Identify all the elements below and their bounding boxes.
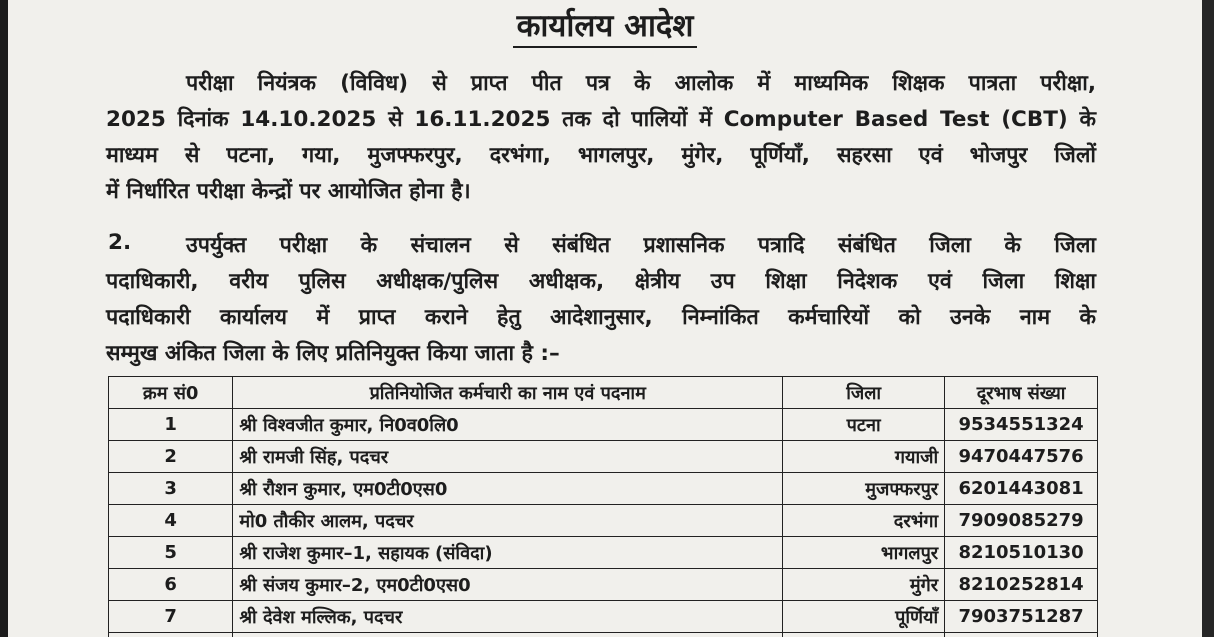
cell-name: श्री राजेश कुमार–1, सहायक (संविदा) [233, 537, 783, 569]
cell-district: गयाजी [783, 441, 945, 473]
cell-name: श्री विश्वजीत कुमार, नि0व0लि0 [233, 409, 783, 441]
cell-name: मो0 तौकीर आलम, पदचर [233, 505, 783, 537]
para2-number: 2. [108, 230, 132, 255]
table-header-row [109, 377, 1098, 409]
cell-phone: 8210510130 [945, 537, 1098, 569]
cell-district: दरभंगा [783, 505, 945, 537]
order-title-text: कार्यालय आदेश [513, 8, 698, 48]
header-phone: दूरभाष संख्या [945, 377, 1098, 409]
header-serial: क्रम सं0 [109, 377, 233, 409]
table-row [109, 473, 1098, 505]
table-row [109, 441, 1098, 473]
cell-serial: 4 [109, 505, 233, 537]
table-row [109, 409, 1098, 441]
para1-line-3: माध्यम से पटना, गया, मुजफ्फरपुर, दरभंगा, भागलपुर, मुंगेर, पूर्णियाँ, सहरसा एवं भोजपुर जिलों [106, 143, 1096, 168]
para1-line-4: में निर्धारित परीक्षा केन्द्रों पर आयोजित होना है। [106, 179, 471, 204]
cell-serial: 5 [109, 537, 233, 569]
cell-name: श्री संजय कुमार–2, एम0टी0एस0 [233, 569, 783, 601]
header-name: प्रतिनियोजित कर्मचारी का नाम एवं पदनाम [233, 377, 783, 409]
para2-line-2: पदाधिकारी, वरीय पुलिस अधीक्षक/पुलिस अधीक्षक, क्षेत्रीय उप शिक्षा निदेशक एवं जिला शिक्षा [106, 269, 1096, 294]
cell-district: मुंगेर [783, 569, 945, 601]
para1-line-2: 2025 दिनांक 14.10.2025 से 16.11.2025 तक दो पालियों में Computer Based Test (CBT) के [106, 107, 1096, 132]
cell-district: मुजफ्फरपुर [783, 473, 945, 505]
cell-phone: 7909085279 [945, 505, 1098, 537]
cell-serial: 7 [109, 601, 233, 633]
cell-name: श्री रौशन कुमार, एम0टी0एस0 [233, 473, 783, 505]
cell-phone: 9470447576 [945, 441, 1098, 473]
cell-serial: 2 [109, 441, 233, 473]
table-row [109, 537, 1098, 569]
cell-name: श्री देवेश मल्लिक, पदचर [233, 601, 783, 633]
cell-district: पटना [783, 409, 945, 441]
cell-phone: 7903751287 [945, 601, 1098, 633]
cell-district: भागलपुर [783, 537, 945, 569]
table-row [109, 505, 1098, 537]
table-row [109, 569, 1098, 601]
document-page [8, 0, 1202, 637]
para2-line-4: सम्मुख अंकित जिला के लिए प्रतिनियुक्त किया जाता है :– [106, 341, 560, 366]
header-district: जिला [783, 377, 945, 409]
table-row-partial [109, 633, 1098, 637]
order-title [8, 4, 1202, 46]
staff-deputation-table [108, 376, 1098, 637]
cell-serial: 6 [109, 569, 233, 601]
cell-serial: 1 [109, 409, 233, 441]
para2-line-1: उपर्युक्त परीक्षा के संचालन से संबंधित प्रशासनिक पत्रादि संबंधित जिला के जिला [186, 233, 1096, 258]
table-row [109, 601, 1098, 633]
cell-name: श्री रामजी सिंह, पदचर [233, 441, 783, 473]
cell-serial: 3 [109, 473, 233, 505]
page-edge-shadow [1202, 0, 1214, 637]
para2-line-3: पदाधिकारी कार्यालय में प्राप्त कराने हेतु आदेशानुसार, निम्नांकित कर्मचारियों को उनके नाम के [106, 305, 1096, 330]
cell-district: पूर्णियाँ [783, 601, 945, 633]
para1-line-1: परीक्षा नियंत्रक (विविध) से प्राप्त पीत पत्र के आलोक में माध्यमिक शिक्षक पात्रता परीक्षा, [186, 71, 1096, 96]
cell-phone: 8210252814 [945, 569, 1098, 601]
cell-phone: 9534551324 [945, 409, 1098, 441]
cell-phone: 6201443081 [945, 473, 1098, 505]
